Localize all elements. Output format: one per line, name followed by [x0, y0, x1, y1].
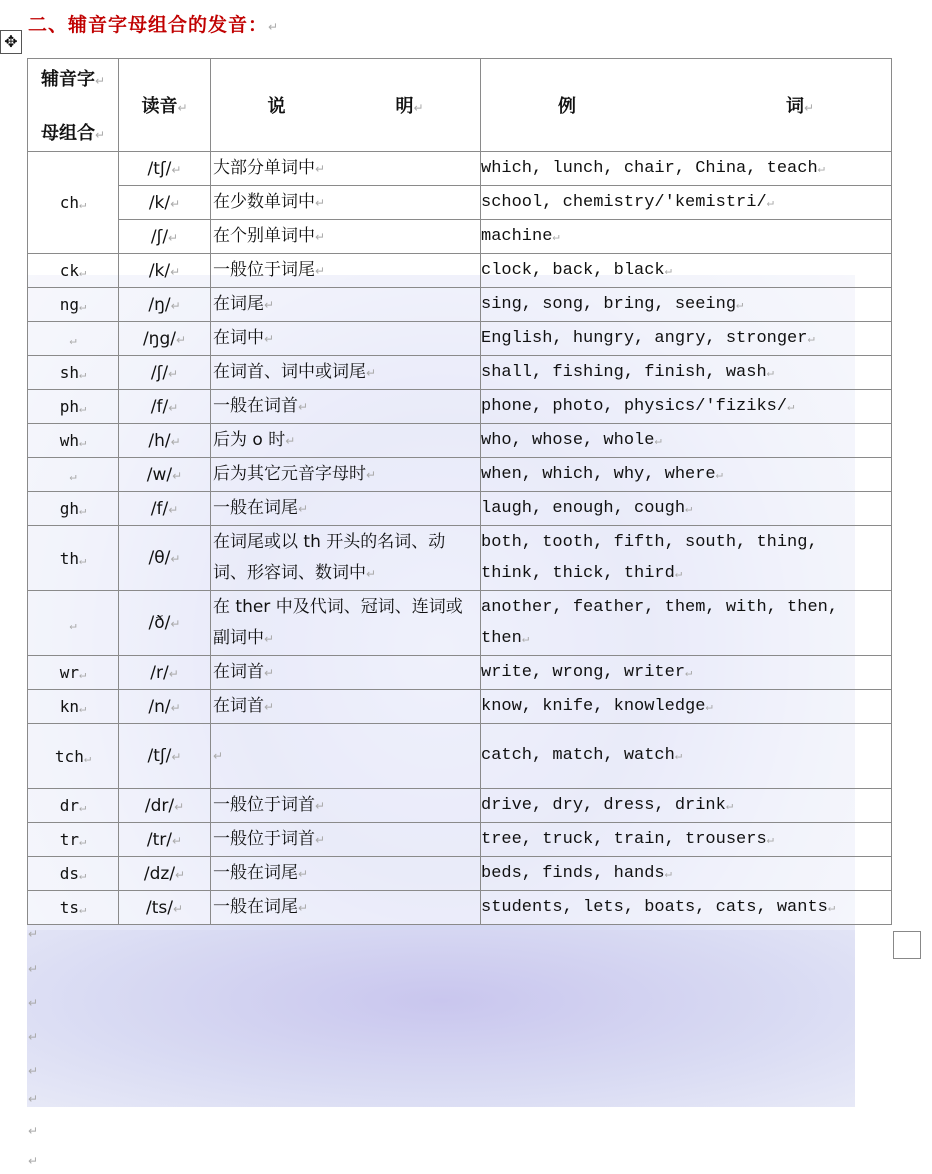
examples-cell — [481, 789, 892, 823]
explanation — [213, 745, 223, 765]
pronunciation: /tʃ/ ↵ — [148, 746, 182, 766]
pronunciation-cell — [119, 152, 211, 186]
examples: phone, photo, physics/'fiziks/ ↵ — [481, 397, 794, 416]
pronunciation: /ŋ/ ↵ — [148, 295, 180, 315]
pronunciation-cell — [119, 690, 211, 724]
pronunciation: /θ/ ↵ — [149, 548, 181, 568]
examples-cell — [481, 591, 892, 656]
letter-combo-cell — [28, 591, 119, 656]
explanation: 在少数单词中 ↵ — [213, 192, 325, 212]
letter-combo-cell — [28, 891, 119, 925]
header-explanation: 说 明 ↵ — [211, 59, 481, 152]
letter-combo: ch ↵ — [60, 193, 87, 212]
letter-combo: tr ↵ — [60, 830, 87, 849]
pronunciation-cell — [119, 656, 211, 690]
pronunciation-cell — [119, 458, 211, 492]
examples: beds, finds, hands ↵ — [481, 864, 672, 883]
paragraph-mark: ↵ — [28, 996, 39, 1010]
explanation-cell — [211, 424, 481, 458]
examples-cell — [481, 492, 892, 526]
table-row — [28, 424, 892, 458]
pronunciation-cell — [119, 254, 211, 288]
explanation-cell — [211, 789, 481, 823]
examples: clock, back, black ↵ — [481, 261, 672, 280]
letter-combo: tch ↵ — [55, 747, 91, 766]
examples-cell — [481, 656, 892, 690]
pronunciation-cell — [119, 322, 211, 356]
pronunciation-cell — [119, 857, 211, 891]
pronunciation: /r/ ↵ — [150, 663, 179, 683]
examples: catch, match, watch ↵ — [481, 746, 682, 765]
letter-combo-cell — [28, 656, 119, 690]
paragraph-mark: ↵ — [28, 1064, 39, 1078]
examples: write, wrong, writer ↵ — [481, 663, 692, 682]
table-row — [28, 857, 892, 891]
pronunciation-cell — [119, 186, 211, 220]
header-examples: 例 词 ↵ — [481, 59, 892, 152]
letter-combo-cell — [28, 152, 119, 254]
explanation-cell — [211, 390, 481, 424]
explanation: 一般在词尾 ↵ — [213, 498, 308, 518]
table-row — [28, 724, 892, 789]
explanation: 一般位于词尾 ↵ — [213, 260, 325, 280]
pronunciation: /tr/ ↵ — [147, 830, 182, 850]
letter-combo-cell — [28, 424, 119, 458]
examples: students, lets, boats, cats, wants ↵ — [481, 898, 835, 917]
examples-cell — [481, 186, 892, 220]
section-heading — [28, 10, 279, 37]
examples-cell — [481, 458, 892, 492]
examples: drive, dry, dress, drink ↵ — [481, 796, 733, 815]
pronunciation-cell — [119, 891, 211, 925]
letter-combo-cell — [28, 288, 119, 322]
letter-combo-cell — [28, 823, 119, 857]
examples: shall, fishing, finish, wash ↵ — [481, 363, 774, 382]
pronunciation-cell — [119, 390, 211, 424]
explanation: 一般位于词首 ↵ — [213, 795, 325, 815]
table-end-marker — [893, 931, 921, 959]
explanation: 在词首 ↵ — [213, 696, 274, 716]
examples: when, which, why, where ↵ — [481, 465, 723, 484]
explanation-cell — [211, 823, 481, 857]
explanation-cell — [211, 656, 481, 690]
explanation-cell — [211, 458, 481, 492]
pronunciation: /n/ ↵ — [148, 697, 180, 717]
examples: English, hungry, angry, stronger ↵ — [481, 329, 815, 348]
paragraph-mark: ↵ — [28, 1030, 39, 1044]
pronunciation: /tʃ/ ↵ — [148, 159, 182, 179]
explanation-cell — [211, 492, 481, 526]
table-row — [28, 526, 892, 591]
pronunciation-cell — [119, 356, 211, 390]
explanation: 大部分单词中 ↵ — [213, 158, 325, 178]
header-pronunciation: 读音 ↵ — [119, 59, 211, 152]
examples: sing, song, bring, seeing ↵ — [481, 295, 743, 314]
section-heading-text: 二、辅音字母组合的发音： — [28, 14, 269, 36]
explanation-cell — [211, 288, 481, 322]
table-row — [28, 186, 892, 220]
pronunciation-cell — [119, 492, 211, 526]
letter-combo: kn ↵ — [60, 697, 87, 716]
table-row — [28, 891, 892, 925]
table-row — [28, 690, 892, 724]
explanation: 在 ther 中及代词、冠词、连词或副词中 ↵ — [213, 597, 463, 648]
table-row — [28, 220, 892, 254]
letter-combo: sh ↵ — [60, 363, 87, 382]
table-row — [28, 458, 892, 492]
paragraph-mark: ↵ — [28, 962, 39, 976]
letter-combo: ds ↵ — [60, 864, 87, 883]
pronunciation: /f/ ↵ — [151, 397, 179, 417]
explanation: 后为 o 时 ↵ — [213, 430, 295, 450]
examples: school, chemistry/'kemistri/ ↵ — [481, 193, 774, 212]
letter-combo: gh ↵ — [60, 499, 87, 518]
letter-combo-cell — [28, 254, 119, 288]
explanation-cell — [211, 526, 481, 591]
table-row — [28, 656, 892, 690]
table-row — [28, 591, 892, 656]
examples: tree, truck, train, trousers ↵ — [481, 830, 774, 849]
examples-cell — [481, 254, 892, 288]
explanation: 在词首 ↵ — [213, 662, 274, 682]
examples-cell — [481, 823, 892, 857]
table-row — [28, 492, 892, 526]
examples: laugh, enough, cough ↵ — [481, 499, 692, 518]
examples-cell — [481, 220, 892, 254]
explanation-cell — [211, 690, 481, 724]
letter-combo: ts ↵ — [60, 898, 87, 917]
explanation-cell — [211, 220, 481, 254]
letter-combo-cell — [28, 322, 119, 356]
explanation-cell — [211, 356, 481, 390]
table-row — [28, 254, 892, 288]
examples-cell — [481, 390, 892, 424]
explanation: 一般在词尾 ↵ — [213, 897, 308, 917]
examples: both, tooth, fifth, south, thing, think, thick, third ↵ — [481, 533, 818, 583]
explanation-cell — [211, 322, 481, 356]
table-row — [28, 288, 892, 322]
consonant-combination-table — [27, 58, 892, 925]
table-row — [28, 152, 892, 186]
letter-combo-cell — [28, 690, 119, 724]
paragraph-mark: ↵ — [28, 1092, 39, 1106]
table-header-row — [28, 59, 892, 152]
pronunciation-cell — [119, 220, 211, 254]
pronunciation: /ʃ/ ↵ — [151, 363, 178, 383]
paragraph-mark: ↵ — [28, 927, 39, 941]
explanation-cell — [211, 254, 481, 288]
examples-cell — [481, 356, 892, 390]
explanation: 在词尾 ↵ — [213, 294, 274, 314]
letter-combo-cell — [28, 356, 119, 390]
pronunciation-cell — [119, 288, 211, 322]
examples-cell — [481, 857, 892, 891]
letter-combo: dr ↵ — [60, 796, 87, 815]
pronunciation: /k/ ↵ — [149, 193, 180, 213]
table-row — [28, 789, 892, 823]
letter-combo — [69, 465, 76, 484]
explanation: 一般在词尾 ↵ — [213, 863, 308, 883]
pronunciation: /w/ ↵ — [147, 465, 182, 485]
letter-combo-cell — [28, 724, 119, 789]
examples-cell — [481, 152, 892, 186]
pronunciation-cell — [119, 789, 211, 823]
pronunciation: /k/ ↵ — [149, 261, 180, 281]
examples-cell — [481, 526, 892, 591]
table-row — [28, 390, 892, 424]
pronunciation: /ð/ ↵ — [149, 613, 181, 633]
pronunciation-cell — [119, 424, 211, 458]
examples: which, lunch, chair, China, teach ↵ — [481, 159, 825, 178]
explanation-cell — [211, 186, 481, 220]
explanation-cell — [211, 591, 481, 656]
table-row — [28, 356, 892, 390]
letter-combo: th ↵ — [60, 549, 87, 568]
letter-combo: wr ↵ — [60, 663, 87, 682]
examples-cell — [481, 322, 892, 356]
letter-combo-cell — [28, 526, 119, 591]
explanation: 一般位于词首 ↵ — [213, 829, 325, 849]
table-row — [28, 322, 892, 356]
header-letter-combo: 辅音字 ↵ 母组合 ↵ — [28, 59, 119, 152]
letter-combo: ng ↵ — [60, 295, 87, 314]
letter-combo-cell — [28, 390, 119, 424]
examples-cell — [481, 424, 892, 458]
letter-combo-cell — [28, 492, 119, 526]
paragraph-mark: ↵ — [28, 1124, 39, 1138]
letter-combo: ph ↵ — [60, 397, 87, 416]
letter-combo-cell — [28, 458, 119, 492]
pronunciation: /ts/ ↵ — [146, 898, 183, 918]
pronunciation-cell — [119, 591, 211, 656]
letter-combo: wh ↵ — [60, 431, 87, 450]
letter-combo — [69, 329, 76, 348]
pronunciation: /dr/ ↵ — [145, 796, 184, 816]
table-move-handle-icon[interactable]: ✥ — [0, 30, 22, 54]
examples-cell — [481, 724, 892, 789]
explanation: 后为其它元音字母时 ↵ — [213, 464, 376, 484]
explanation: 在个别单词中 ↵ — [213, 226, 325, 246]
pronunciation: /dz/ ↵ — [144, 864, 185, 884]
examples-cell — [481, 891, 892, 925]
pronunciation-cell — [119, 724, 211, 789]
examples: another, feather, them, with, then, then ↵ — [481, 598, 838, 648]
explanation: 一般在词首 ↵ — [213, 396, 308, 416]
examples: machine ↵ — [481, 227, 560, 246]
pronunciation: /h/ ↵ — [148, 431, 180, 451]
letter-combo-cell — [28, 857, 119, 891]
letter-combo: ck ↵ — [60, 261, 87, 280]
explanation-cell — [211, 891, 481, 925]
explanation: 在词尾或以 th 开头的名词、动词、形容词、数词中 ↵ — [213, 532, 445, 583]
pronunciation: /ŋg/ ↵ — [143, 329, 186, 349]
explanation: 在词首、词中或词尾 ↵ — [213, 362, 376, 382]
examples-cell — [481, 288, 892, 322]
explanation-cell — [211, 857, 481, 891]
examples: who, whose, whole ↵ — [481, 431, 662, 450]
pronunciation-cell — [119, 526, 211, 591]
explanation-cell — [211, 152, 481, 186]
pronunciation-cell — [119, 823, 211, 857]
pronunciation: /ʃ/ ↵ — [151, 227, 178, 247]
background-watermark-lower — [27, 930, 855, 1107]
explanation-cell — [211, 724, 481, 789]
table-row — [28, 823, 892, 857]
letter-combo-cell — [28, 789, 119, 823]
letter-combo — [69, 614, 76, 633]
paragraph-mark: ↵ — [28, 1154, 39, 1168]
examples-cell — [481, 690, 892, 724]
pronunciation: /f/ ↵ — [151, 499, 179, 519]
examples: know, knife, knowledge ↵ — [481, 697, 713, 716]
explanation: 在词中 ↵ — [213, 328, 274, 348]
